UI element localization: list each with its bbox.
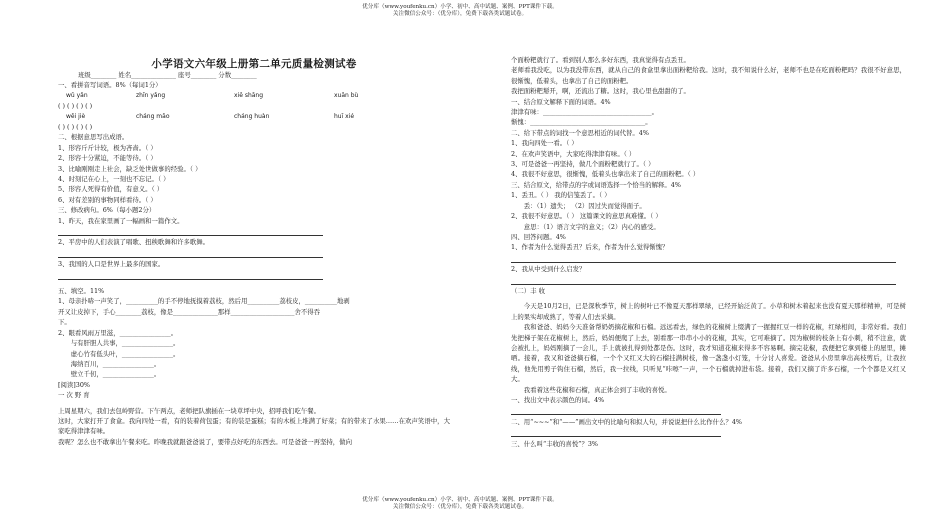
r4-question: 1、作者为什么觉得丢丑？后来，作者为什么觉得惭愧？ <box>511 243 669 252</box>
r2-item: 1、我向四处一看。（ ） <box>511 139 578 148</box>
answer-line <box>58 226 323 236</box>
reading-title: [阅读]30% <box>58 380 90 389</box>
q2-title: 二、根据意思写出成语。 <box>58 133 129 142</box>
story-paragraph: 上周星期六，我们去包岭野营。下午两点，老师把队旗插在一块草坪中央，招呼我们吃午餐。 <box>58 406 321 415</box>
q3-title: 三、修改病句。6%（每小题2分） <box>58 206 156 215</box>
r4-question: 2、我从中受到什么启发？ <box>511 265 586 274</box>
header-line-1: 优分库（www.youfenku.cn）小学、初中、高中试题、案例、PPT课件下载。 <box>362 4 558 10</box>
pinyin: cháng māo <box>136 112 170 120</box>
answer-line <box>58 248 323 258</box>
story-paragraph: 我呢？怎么也不敢拿出午餐来吃。昨晚我就跟爸爸说了，要带点好吃的东西去。可是爸爸一再坚持，做向 <box>58 437 352 446</box>
q1-pinyin-row-1 <box>58 91 450 101</box>
pinyin: wēi jiè <box>66 112 86 120</box>
q3-item: 2、平房中的人们表演了唱歌、扭秧歌舞和许多歌舞。 <box>58 238 210 247</box>
story-paragraph: 老师看我没吃，以为我没带东西，就从自己的食盒里拿出面粉粑给我。这时，我不知说什么好，老师不也是在吃面粉粑吗？我很不好意思，很惭愧，低着头，也拿出了自己的面粉粑。 <box>511 66 906 85</box>
q1-answer-boxes-1: ( ) ( ) ( ) ( ) <box>58 102 93 111</box>
q2-item: 6、对有差别的事物同样看待。（ ） <box>58 195 157 204</box>
r2-item: 4、我很不好意思，很惭愧，低着头也拿出来了自己的面粉粑。（ ） <box>511 170 700 179</box>
r4-title: 四、回答问题。4% <box>511 232 566 241</box>
passage-paragraph: 今天是10月2日，已是深秋季节，树上的树叶已不像夏天那样翠绿，已经开始泛黄了。小草和树木着起来也没有夏天那样精神，可是树上的果实却成熟了，等着人们去采摘。 <box>511 302 906 321</box>
answer-line <box>511 405 721 415</box>
answer-line <box>511 253 896 263</box>
q3-item: 1、昨天，我在家里画了一幅画和一篇作文。 <box>58 216 184 225</box>
q5-poem-line: 虚心竹有低头叶，________________。 <box>70 349 180 358</box>
story-paragraph: 个面粉粑就行了。看到别人那么多好东西，我真觉得有点丢丑。 <box>511 56 690 64</box>
section-2-title: （二）丰 收 <box>511 286 545 295</box>
student-info-line: 班级________ 姓名______________ 座号________ 分数________ <box>78 71 257 79</box>
pinyin: wǔ yǎn <box>66 91 88 99</box>
q5-title: 五、填空。11% <box>58 287 105 296</box>
page-footer <box>310 497 610 511</box>
q1-title: 一、看拼音写词语。8%（每词1分） <box>58 81 162 90</box>
q2-item: 3、比喻刚刚走上社会，缺乏处世做事的经验。（ ） <box>58 164 202 173</box>
answer-line <box>511 427 721 437</box>
r1-item: 津津有味：__________________________________。 <box>511 108 658 117</box>
footer-line-1: 优分库（www.youfenku.cn）小学、初中、高中试题、案例、PPT课件下载。 <box>362 497 558 503</box>
page-title: 小学语文六年级上册第二单元质量检测试卷 <box>151 58 357 70</box>
answer-line <box>58 270 323 280</box>
q5-poem-line: 与有肝胆人共事，________________。 <box>70 339 180 348</box>
r2-title: 二、给下带点的词找一个意思相近的词代替。4% <box>511 128 649 137</box>
q2-item: 4、时刻记在心上，一刻也不忘记。（ ） <box>58 175 170 184</box>
pinyin: cháng huàn <box>234 112 270 120</box>
reading-subtitle: 一 次 野 育 <box>58 391 90 400</box>
q5-fill-line: 开又让皮掉下，手心________荔枝，像是______________那样____________________舍不得吞 <box>58 307 321 316</box>
r3-options: 意思：（1）语言文字的意义；（2）内心的感受。 <box>523 222 660 231</box>
q2-item: 5、形容人死得有价值，有意义。（ ） <box>58 185 164 194</box>
pinyin: huī xié <box>334 112 355 120</box>
pinyin: xiě shāng <box>234 91 264 99</box>
q2-item: 2、形容十分紧迫，不能等待。（ ） <box>58 154 157 163</box>
q2-item: 1、形容斤斤计较，极为吝啬。（ ） <box>58 143 157 152</box>
pinyin: zhīn yǎng <box>136 91 166 99</box>
answer-line <box>511 275 896 285</box>
header-line-2: 关注微信公众号：（优分库），免费下载各类试题试卷。 <box>392 11 528 17</box>
r3-item: 1、丢丑。（ ） 我的信笺丢了。（ ） <box>511 191 611 200</box>
left-column <box>58 70 450 447</box>
p1-title: 一、找出文中表示颜色的词。4% <box>511 395 605 404</box>
story-paragraph: 我把面粉粑掰开，啊，还流出了糖。这时，我心里也甜甜的了。 <box>511 87 690 96</box>
pinyin: xuān bù <box>334 91 359 99</box>
q1-pinyin-row-2 <box>58 112 450 122</box>
r3-options: 丢：（1）遗失； （2）因过失而觉得面子。 <box>523 201 646 210</box>
r3-item: 2、我很不好意思。（ ） 这篇课文的意思真难懂。（ ） <box>511 212 662 221</box>
footer-line-2: 关注微信公众号：（优分库），免费下载各类试题试卷。 <box>392 504 528 510</box>
q5-fill-line: 1、母亲扑哧一声笑了，__________的手不停地抚摸着荔枝，然后用__________荔枝皮，__________地剥 <box>58 297 350 306</box>
q5-poem-line: 壁立千仞，________________。 <box>70 370 161 379</box>
r2-item: 3、可是爸爸一再坚持，做几个面粉粑就行了。（ ） <box>511 160 655 169</box>
p3-title: 三、什么叫“丰收的喜悦”？3% <box>511 439 598 448</box>
p2-title: 二、用“~~~”和“——”画出文中的比喻句和拟人句，并说说把什么比作什么？4% <box>511 417 742 426</box>
q1-answer-boxes-2: ( ) ( ) ( ) ( ) <box>58 123 93 132</box>
r3-title: 三、结合原文，给带点的字或词语选择一个恰当的解释。4% <box>511 180 681 189</box>
story-paragraph: 这时，大家打开了食盒。我向四处一看，有的装着荷包蛋；有的装是蛋糕；有的木板上堆满了好菜；有的带来了水果……在欢声笑语中，大家吃得津津有味。 <box>58 416 450 436</box>
r1-title: 一、结合原文解释下面的词语。4% <box>511 97 611 106</box>
r2-item: 2、在欢声笑语中，大家吃得津津有味。（ ） <box>511 149 636 158</box>
right-column <box>511 55 906 449</box>
page-header <box>310 4 610 18</box>
passage-paragraph: 我看着这些花椒和石榴，真正体会到了丰收的喜悦。 <box>523 385 671 394</box>
q3-item: 3、我国的人口是世界上最多的国家。 <box>58 260 165 269</box>
q5-poem-line: 海纳百川，________________。 <box>70 359 161 368</box>
q5-poem-title: 2、眼看风雨万里滋，________________。 <box>58 328 178 337</box>
r1-item: 惭愧：____________________________________。 <box>511 118 652 127</box>
q5-fill-line: 下。 <box>58 318 71 327</box>
passage-paragraph: 我和爸爸、妈妈今天准备帮奶奶摘花椒和石榴。远远看去，绿色的花椒树上缀满了一握握红豆一样的花椒，红绿相间，非常好看。我们先把梯子架在花椒树上，然后，妈妈便爬了上去，别看那一串串小小的花椒，其实，它可难摘了。因为椒树的枝条上有小刺，稍不注意，就会被扎上，妈妈刚摘了一会儿，手上就被扎得到处都是伤。这时，我才知道花椒来得多不容易啊。摘完花椒，我便把它拿到楼上的屋里，摊晒。接着，我又和爸爸摘石榴，一个个又红又大的石榴挂满树枝，像一盏盏小灯笼，十分讨人喜爱。爸爸从小房里拿出高枝剪后，让我拉线，他先用剪子钩住石榴，然后，我一拉线，只听见“咔嚓”一声，一个石榴就掉进布袋。接着，我们又摘了许多石榴，一个个都是又红又大。 <box>511 323 906 384</box>
